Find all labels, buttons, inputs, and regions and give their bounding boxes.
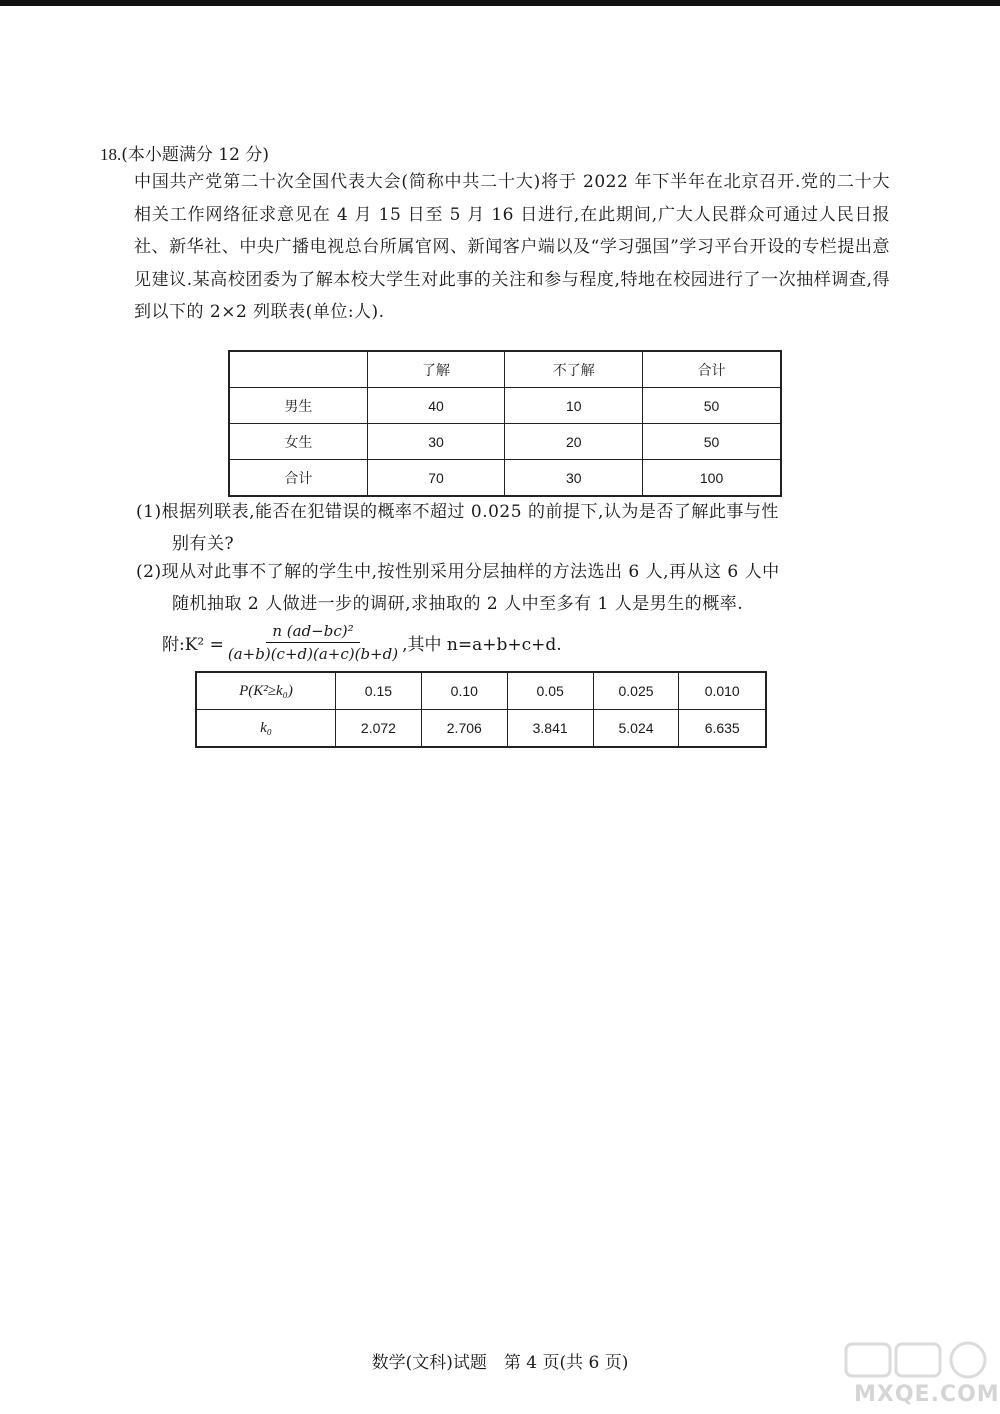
table-row — [229, 388, 781, 424]
table-cell: 40 — [367, 388, 505, 424]
table-cell: 6.635 — [679, 710, 766, 748]
sub-question-1-line-2: 别有关? — [172, 534, 235, 554]
formula-fraction — [228, 622, 398, 663]
table-header-cell: 了解 — [367, 351, 505, 388]
formula-prefix: 附:K² = — [162, 635, 224, 655]
formula-denominator: (a+b)(c+d)(a+c)(b+d) — [227, 645, 399, 663]
table-cell: 男生 — [229, 388, 367, 424]
table-header-row — [229, 351, 781, 388]
question-number: 18. — [100, 145, 122, 164]
question-header — [100, 140, 269, 165]
table-cell: 2.072 — [336, 710, 422, 748]
table-cell: 合计 — [229, 460, 367, 497]
chi-square-formula — [162, 622, 562, 663]
table-cell: 20 — [505, 424, 643, 460]
table-cell: 30 — [505, 460, 643, 497]
table-cell: 0.15 — [336, 672, 422, 710]
sub-question-2 — [136, 556, 896, 620]
table-cell: 0.010 — [679, 672, 766, 710]
formula-suffix: ,其中 n=a+b+c+d. — [402, 635, 562, 655]
table-cell: 50 — [643, 388, 781, 424]
table-cell: 30 — [367, 424, 505, 460]
top-edge-bar — [0, 0, 1000, 6]
question-paragraph: 中国共产党第二十次全国代表大会(简称中共二十大)将于 2022 年下半年在北京召开.党的二十大相关工作网络征求意见在 4 月 15 日至 5 月 16 日进行,在此期间,广大人民群众可通过人民日报社、新华社、中央广播电视总台所属官网、新闻客户端以及“学习强国”学习平台开设的专栏提出意见建议.某高校团委为了解本校大学生对此事的关注和参与程度,特地在校园进行了一次抽样调查,得到以下的 2×2 列联表(单位:人). — [134, 172, 890, 322]
watermark-text: MXQE.COM — [854, 1382, 1000, 1407]
table-row — [229, 424, 781, 460]
watermark-logo — [840, 1338, 1000, 1414]
table-cell: 5.024 — [593, 710, 679, 748]
table-cell: 70 — [367, 460, 505, 497]
table-header-cell — [229, 351, 367, 388]
table-cell: 0.05 — [507, 672, 593, 710]
question-score-note: (本小题满分 12 分) — [121, 145, 269, 165]
sub-question-2-line-2: 随机抽取 2 人做进一步的调研,求抽取的 2 人中至多有 1 人是男生的概率. — [172, 594, 744, 614]
table-cell: 50 — [643, 424, 781, 460]
table-cell: P(K²≥k₀) — [196, 672, 336, 710]
sub-question-2-line-1: (2)现从对此事不了解的学生中,按性别采用分层抽样的方法选出 6 人,再从这 6 人中 — [136, 562, 780, 582]
contingency-table — [228, 350, 782, 497]
table-header-cell: 合计 — [643, 351, 781, 388]
table-cell: 100 — [643, 460, 781, 497]
table-cell: 0.025 — [593, 672, 679, 710]
table-header-cell: 不了解 — [505, 351, 643, 388]
table-cell: 3.841 — [507, 710, 593, 748]
table-row — [196, 710, 766, 748]
table-cell: 10 — [505, 388, 643, 424]
page-footer: 数学(文科)试题 第 4 页(共 6 页) — [371, 1353, 629, 1373]
table-cell: 2.706 — [421, 710, 507, 748]
table-row — [196, 672, 766, 710]
table-cell: 0.10 — [421, 672, 507, 710]
sub-question-1 — [136, 496, 896, 560]
table-cell: 女生 — [229, 424, 367, 460]
sub-question-1-line-1: (1)根据列联表,能否在犯错误的概率不超过 0.025 的前提下,认为是否了解此事与性 — [136, 502, 779, 522]
table-row — [229, 460, 781, 497]
critical-value-table — [195, 671, 767, 748]
formula-numerator: n (ad−bc)² — [266, 622, 359, 643]
table-cell: k₀ — [196, 710, 336, 748]
